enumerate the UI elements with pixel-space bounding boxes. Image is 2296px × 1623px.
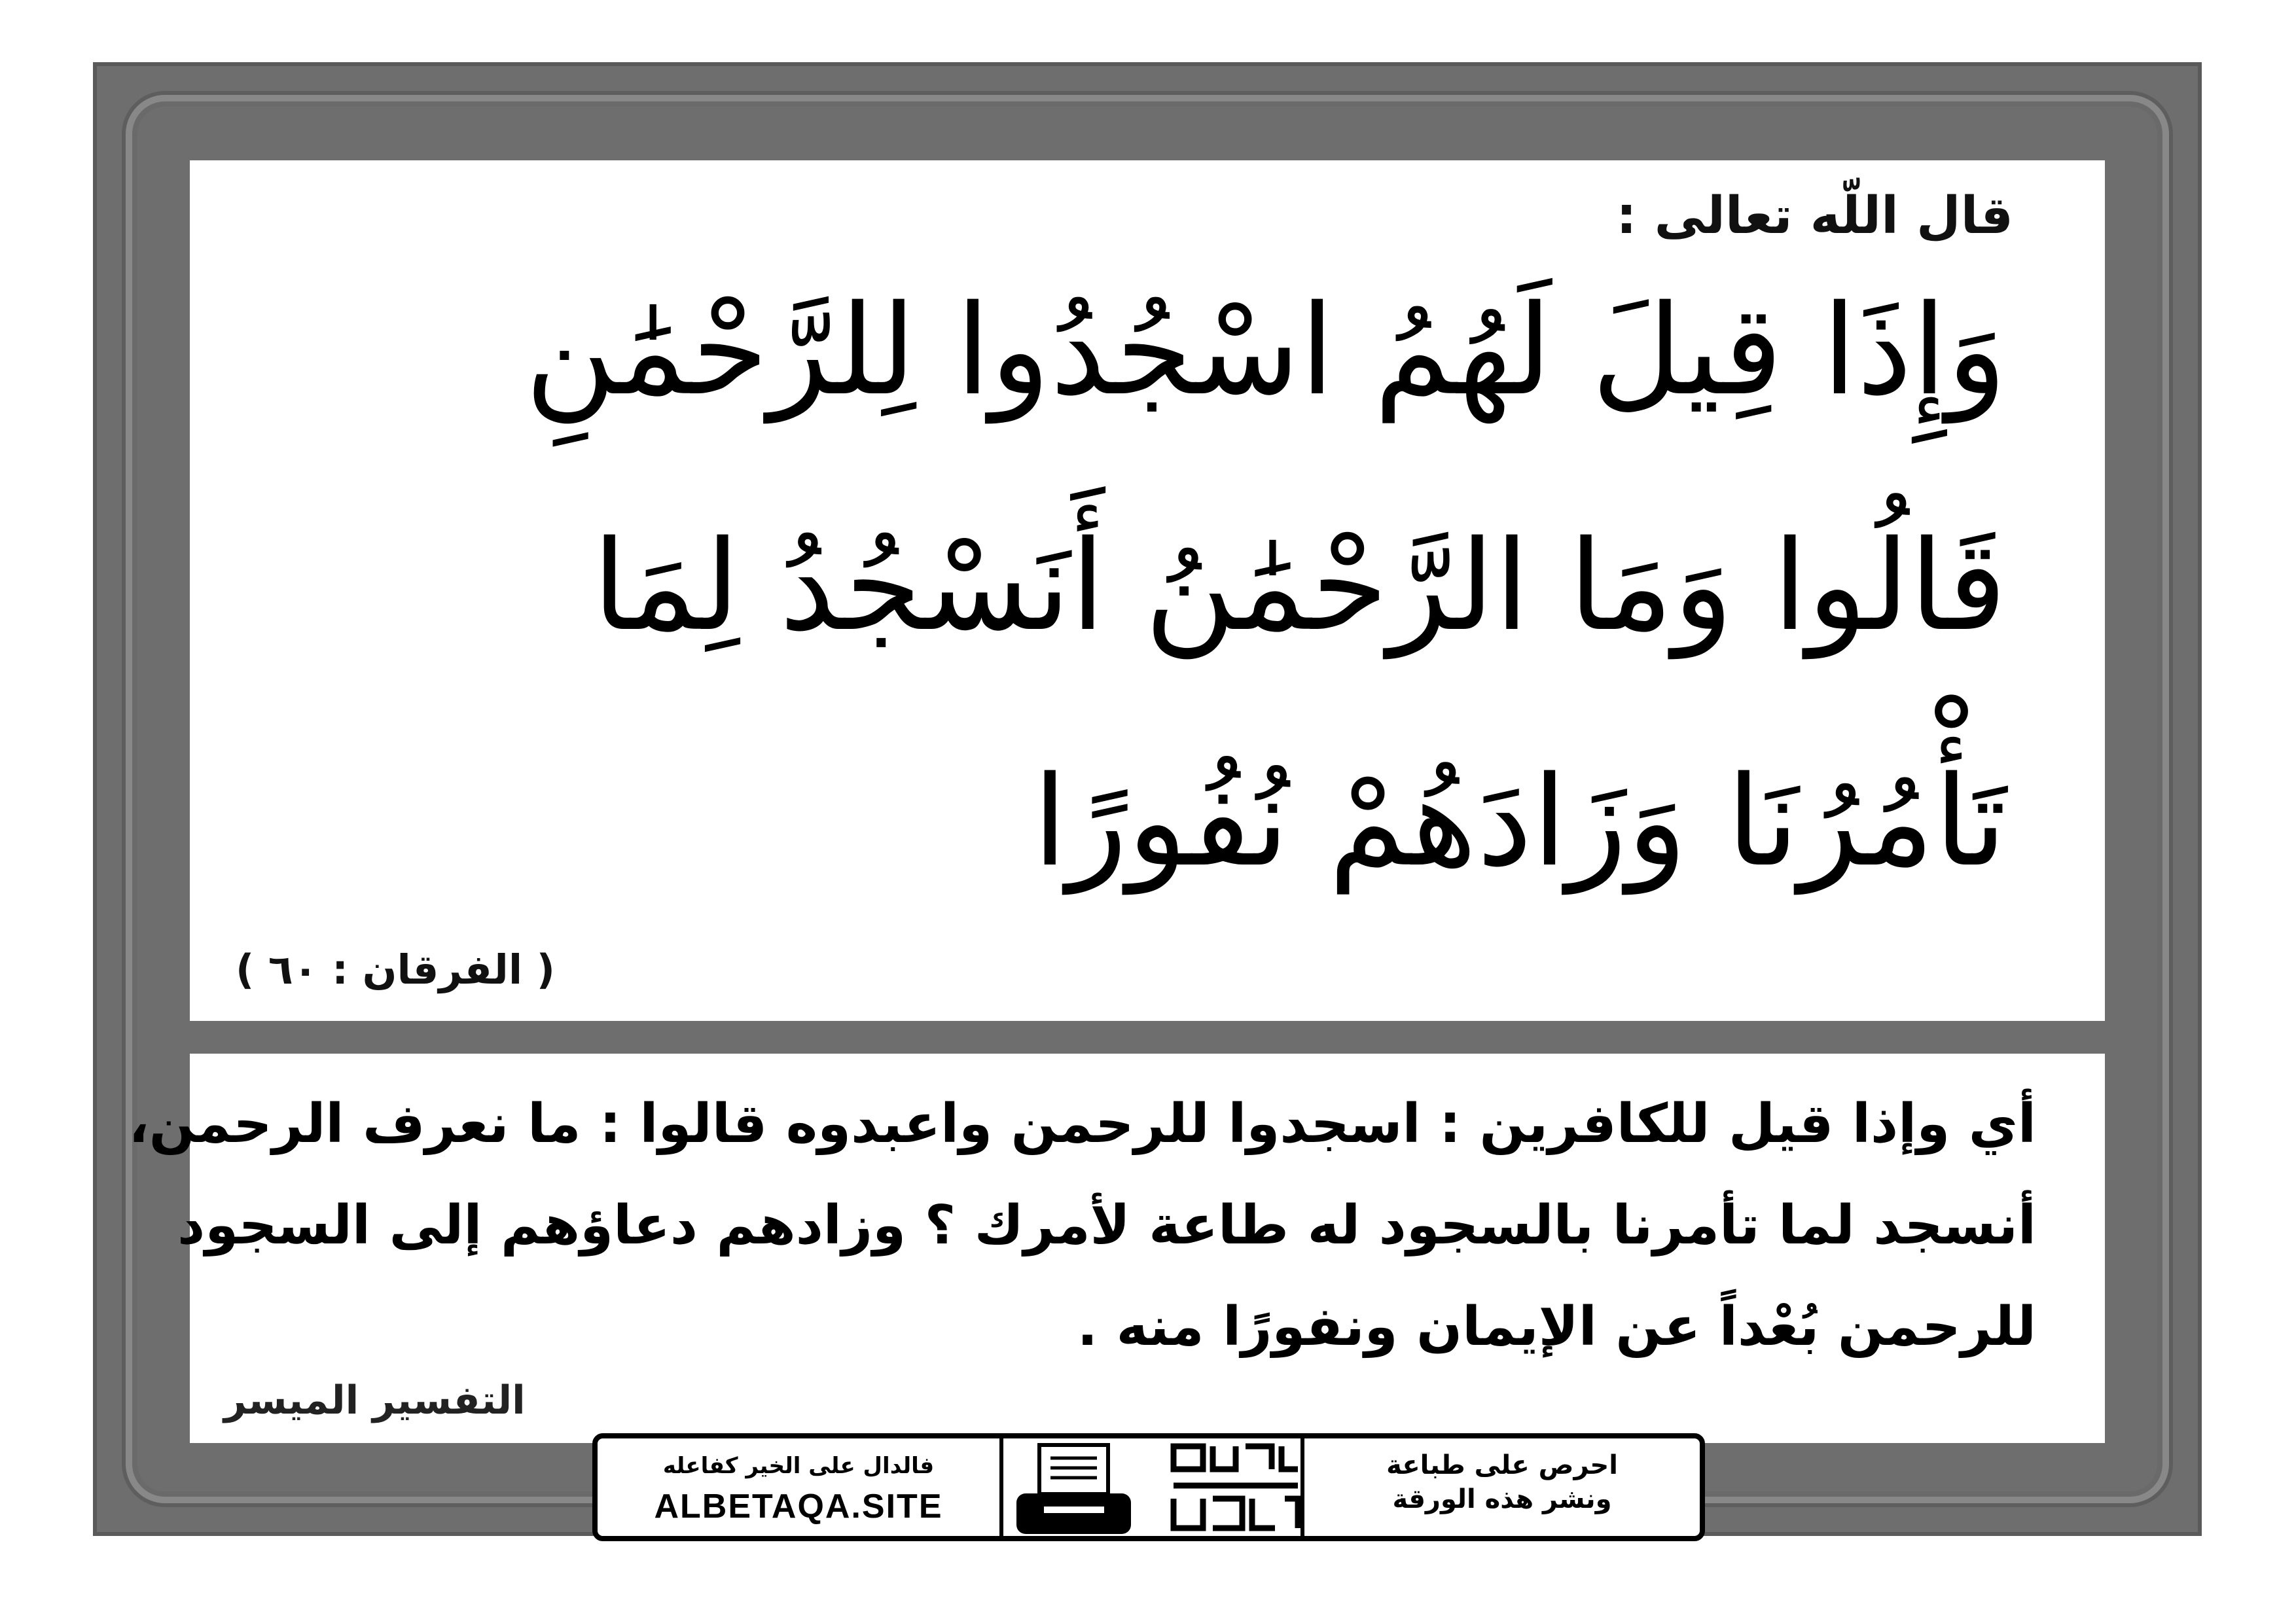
verse-line-3: تَأْمُرُنَا وَزَادَهُمْ نُفُورًا: [1032, 749, 2007, 894]
footer-site-link[interactable]: ALBETAQA.SITE: [654, 1488, 943, 1525]
verse-intro: قال اللّه تعالى :: [1616, 187, 2013, 245]
printer-icon: [1003, 1433, 1144, 1541]
tafsir-source: التفسير الميسر: [224, 1378, 526, 1423]
verse-line-2: قَالُوا وَمَا الرَّحْمَٰنُ أَنَسْجُدُ لِمَا: [592, 514, 2007, 658]
tafsir-line-1: أي وإذا قيل للكافرين : اسجدوا للرحمن واعبدوه قالوا : ما نعرف الرحمن،: [128, 1093, 2036, 1155]
tafsir-panel: [128, 1054, 2105, 1443]
verse-panel: [190, 160, 2105, 1021]
footer-note-line-2: ونشر هذه الورقة: [1392, 1484, 1612, 1514]
verse-reference: ( الفرقان : ٦٠ ): [236, 946, 556, 993]
tafsir-line-2: أنسجد لما تأمرنا بالسجود له طاعة لأمرك ؟ وزادهم دعاؤهم إلى السجود: [177, 1194, 2036, 1257]
footer-note-line-1: احرص على طباعة: [1386, 1450, 1618, 1480]
albetaqa-logo-icon: [1164, 1433, 1308, 1541]
verse-line-1: وَإِذَا قِيلَ لَهُمُ اسْجُدُوا لِلرَّحْمَٰنِ: [525, 278, 2007, 423]
tafsir-line-3: للرحمن بُعْداً عن الإيمان ونفورًا منه .: [1077, 1296, 2036, 1358]
footer-site-block: [598, 1438, 1003, 1536]
footer-motto: فالدال على الخير كفاعله: [662, 1453, 935, 1479]
footer-bar: [592, 1433, 1705, 1541]
footer-print-note: [1300, 1438, 1700, 1536]
